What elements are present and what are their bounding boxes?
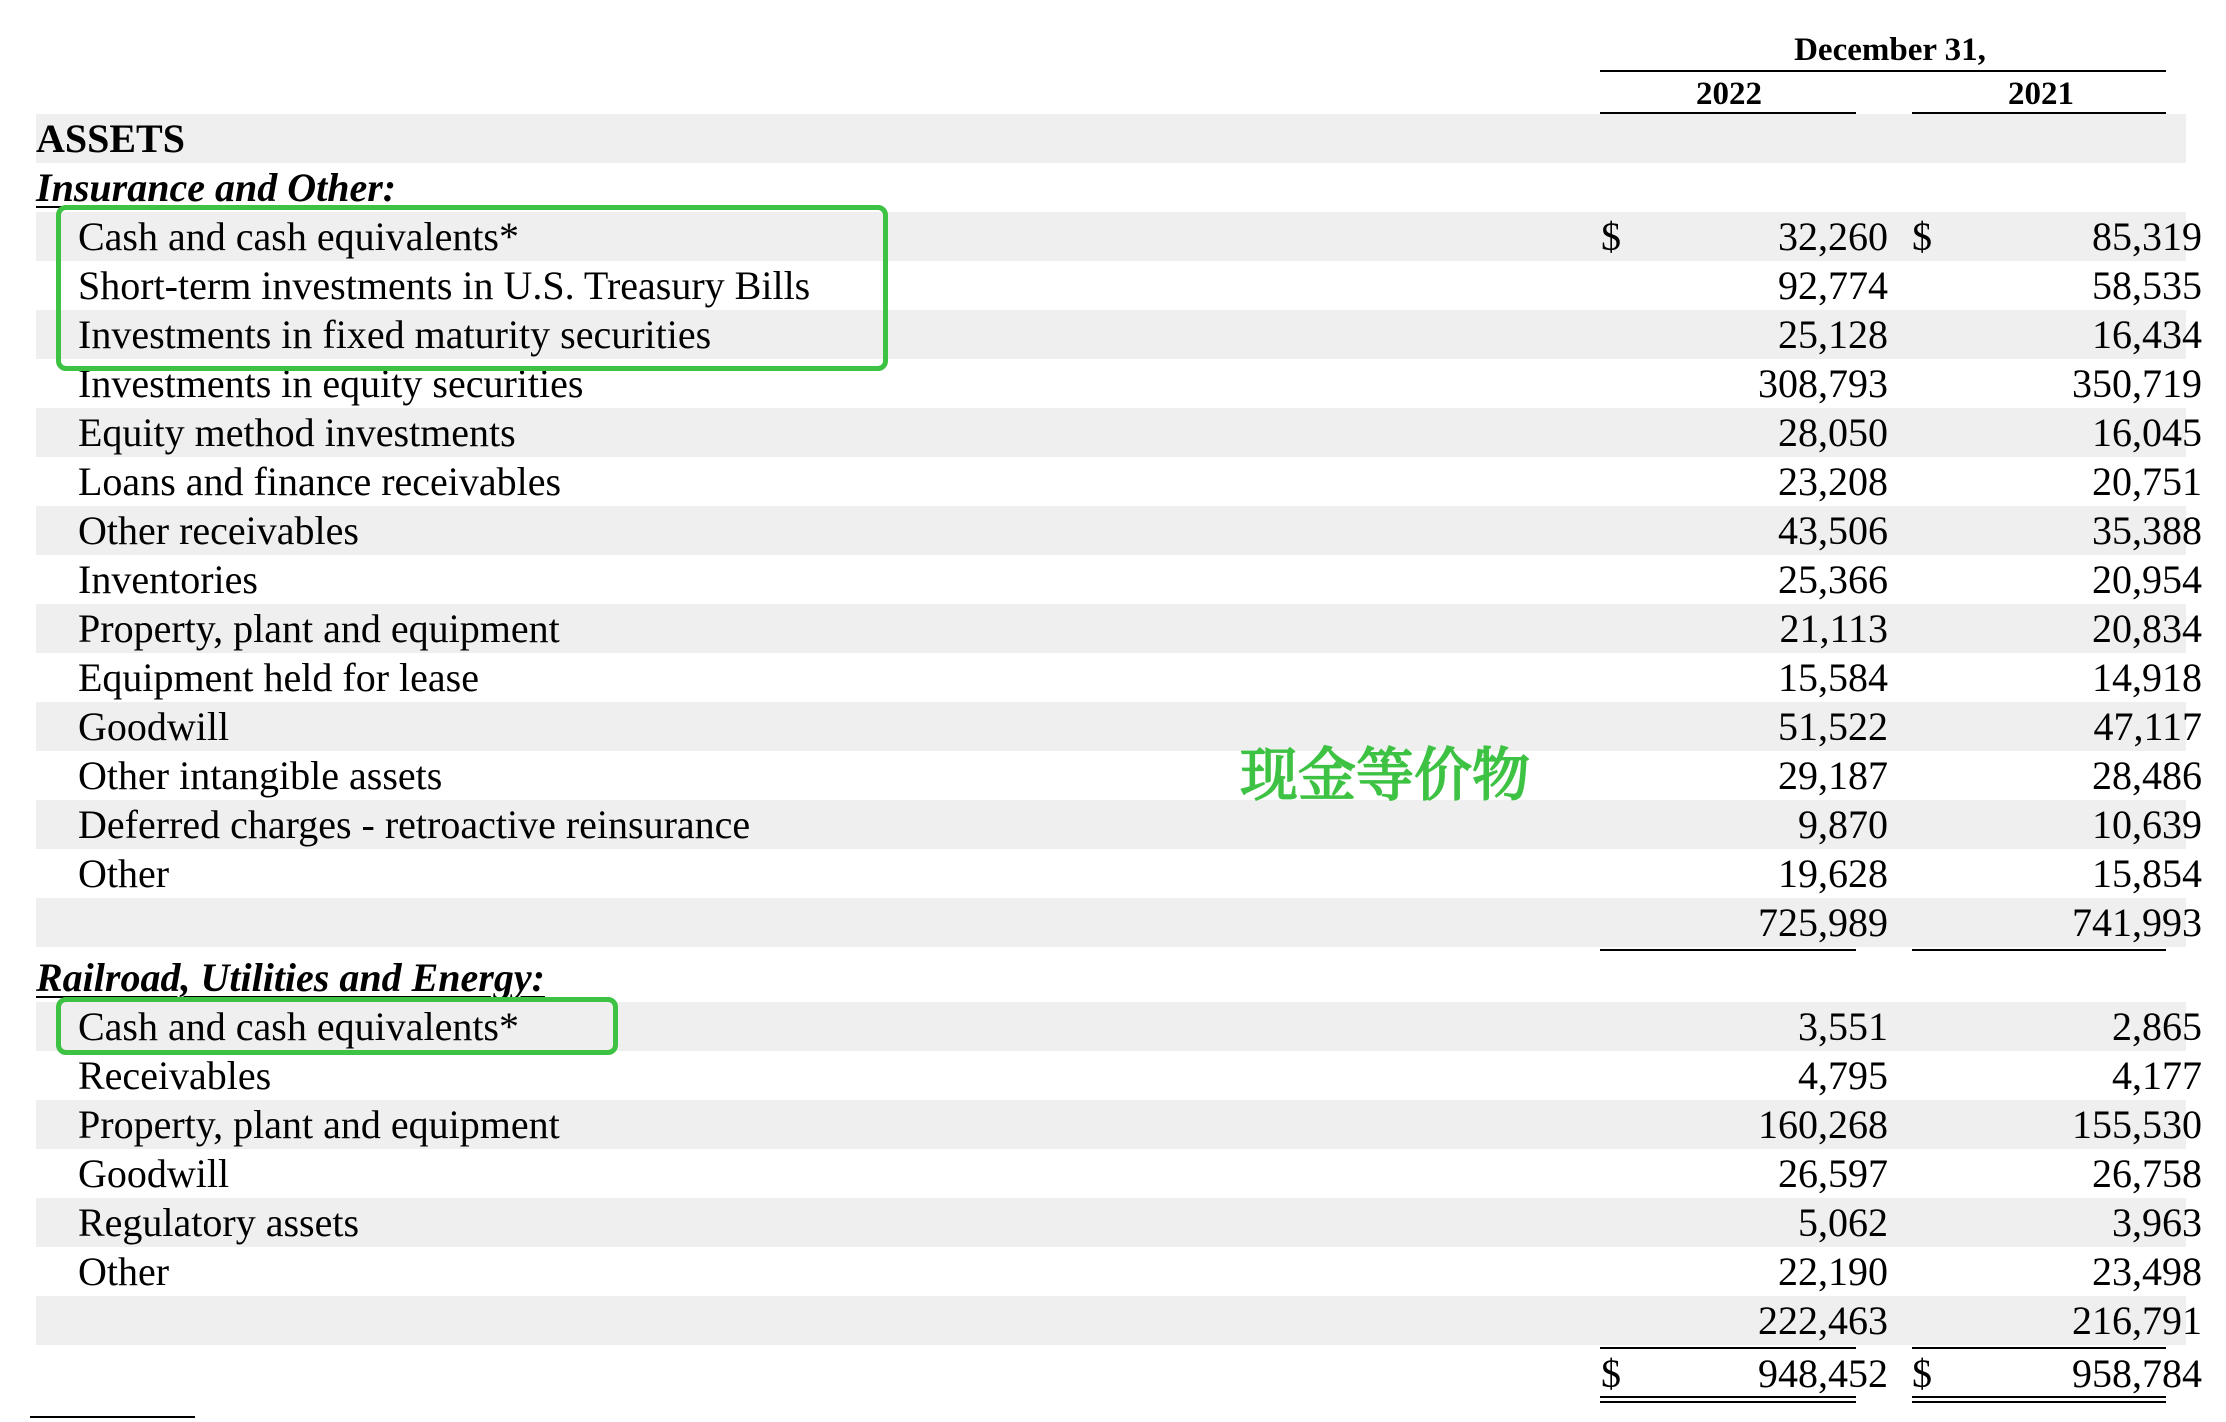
value-2021: 28,486 <box>2092 753 2202 798</box>
row-label: Inventories <box>78 557 258 602</box>
total-2021: 958,784 <box>2072 1351 2202 1396</box>
row-label: Cash and cash equivalents* <box>78 214 519 259</box>
subtotal-2021: 741,993 <box>2072 900 2202 945</box>
table-row <box>36 1051 2202 1100</box>
table-row <box>36 702 2202 751</box>
row-label: Property, plant and equipment <box>78 606 560 651</box>
value-2022: 4,795 <box>1798 1053 1888 1098</box>
currency-symbol: $ <box>1912 1351 1932 1396</box>
table-row <box>36 506 2202 555</box>
row-label: Investments in equity securities <box>78 361 584 406</box>
value-2022: 160,268 <box>1758 1102 1888 1147</box>
value-2021: 26,758 <box>2092 1151 2202 1196</box>
value-2021: 3,963 <box>2112 1200 2202 1245</box>
table-row <box>36 849 2202 898</box>
footnote-rule <box>30 1416 195 1418</box>
total-double-rule-2021 <box>1912 1396 2166 1403</box>
currency-symbol: $ <box>1601 1351 1621 1396</box>
value-2021: 16,434 <box>2092 312 2202 357</box>
total-row <box>36 1349 2202 1398</box>
value-2021: 23,498 <box>2092 1249 2202 1294</box>
table-row <box>36 408 2202 457</box>
total-double-rule-2022 <box>1600 1396 1856 1403</box>
table-row <box>36 1198 2202 1247</box>
row-label: Property, plant and equipment <box>78 1102 560 1147</box>
highlight-box-insurance-cash <box>56 205 888 371</box>
row-label: Short-term investments in U.S. Treasury Bills <box>78 263 811 308</box>
table-row <box>36 1247 2202 1296</box>
subtotal-bottom-rule-2022 <box>1600 949 1856 951</box>
row-label: Investments in fixed maturity securities <box>78 312 712 357</box>
row-label: Cash and cash equivalents* <box>78 1004 519 1049</box>
value-2021: 85,319 <box>2092 214 2202 259</box>
value-2021: 14,918 <box>2092 655 2202 700</box>
value-2022: 19,628 <box>1778 851 1888 896</box>
table-row <box>36 751 2202 800</box>
insurance-section-heading: Insurance and Other: <box>36 165 397 210</box>
table-row <box>36 1149 2202 1198</box>
row-label: Other <box>78 851 170 896</box>
row-label: Receivables <box>78 1053 272 1098</box>
table-row <box>36 604 2202 653</box>
row-label: Other receivables <box>78 508 359 553</box>
value-2022: 29,187 <box>1778 753 1888 798</box>
value-2021: 16,045 <box>2092 410 2202 455</box>
column-header-2021: 2021 <box>2008 76 2074 112</box>
value-2022: 25,366 <box>1778 557 1888 602</box>
value-2021: 35,388 <box>2092 508 2202 553</box>
value-2022: 3,551 <box>1798 1004 1888 1049</box>
row-label: Equity method investments <box>78 410 516 455</box>
row-label: Equipment held for lease <box>78 655 479 700</box>
value-2021: 20,954 <box>2092 557 2202 602</box>
currency-symbol: $ <box>1601 214 1621 259</box>
row-label: Regulatory assets <box>78 1200 360 1245</box>
assets-heading-row <box>36 114 2186 163</box>
cash-equivalents-annotation: 现金等价物 <box>1240 741 1531 809</box>
value-2021: 20,834 <box>2092 606 2202 651</box>
subtotal-row <box>36 898 2202 947</box>
row-label: Goodwill <box>78 1151 230 1196</box>
value-2022: 92,774 <box>1778 263 1888 308</box>
row-label: Deferred charges - retroactive reinsurance <box>78 802 751 847</box>
railroad-section-heading: Railroad, Utilities and Energy: <box>36 955 545 1000</box>
period-header: December 31, <box>1794 32 1986 68</box>
currency-symbol: $ <box>1912 214 1932 259</box>
value-2021: 155,530 <box>2072 1102 2202 1147</box>
row-label: Other intangible assets <box>78 753 443 798</box>
value-2021: 20,751 <box>2092 459 2202 504</box>
total-2022: 948,452 <box>1758 1351 1888 1396</box>
value-2022: 5,062 <box>1798 1200 1888 1245</box>
value-2022: 308,793 <box>1758 361 1888 406</box>
assets-heading: ASSETS <box>36 116 185 161</box>
value-2022: 22,190 <box>1778 1249 1888 1294</box>
table-row <box>36 555 2202 604</box>
value-2022: 15,584 <box>1778 655 1888 700</box>
value-2022: 32,260 <box>1778 214 1888 259</box>
table-row <box>36 653 2202 702</box>
subtotal-row <box>36 1296 2202 1345</box>
row-label: Loans and finance receivables <box>78 459 562 504</box>
period-header-rule <box>1600 70 2166 72</box>
table-row <box>36 1100 2202 1149</box>
column-header-2022: 2022 <box>1696 76 1762 112</box>
subtotal-2022: 725,989 <box>1758 900 1888 945</box>
subtotal-2022: 222,463 <box>1758 1298 1888 1343</box>
value-2022: 43,506 <box>1778 508 1888 553</box>
value-2022: 9,870 <box>1798 802 1888 847</box>
subtotal-2021: 216,791 <box>2072 1298 2202 1343</box>
value-2021: 350,719 <box>2072 361 2202 406</box>
row-label: Other <box>78 1249 170 1294</box>
row-label: Goodwill <box>78 704 230 749</box>
value-2021: 15,854 <box>2092 851 2202 896</box>
value-2022: 51,522 <box>1778 704 1888 749</box>
value-2022: 25,128 <box>1778 312 1888 357</box>
value-2021: 10,639 <box>2092 802 2202 847</box>
value-2022: 21,113 <box>1779 606 1888 651</box>
value-2022: 23,208 <box>1778 459 1888 504</box>
value-2022: 26,597 <box>1778 1151 1888 1196</box>
highlight-box-railroad-cash <box>56 997 618 1055</box>
value-2021: 47,117 <box>2093 704 2202 749</box>
table-row <box>36 800 2202 849</box>
railroad-section-heading-row <box>36 953 2186 1002</box>
value-2021: 58,535 <box>2092 263 2202 308</box>
value-2021: 4,177 <box>2112 1053 2202 1098</box>
value-2022: 28,050 <box>1778 410 1888 455</box>
value-2021: 2,865 <box>2112 1004 2202 1049</box>
table-row <box>36 457 2202 506</box>
subtotal-bottom-rule-2021 <box>1912 949 2166 951</box>
